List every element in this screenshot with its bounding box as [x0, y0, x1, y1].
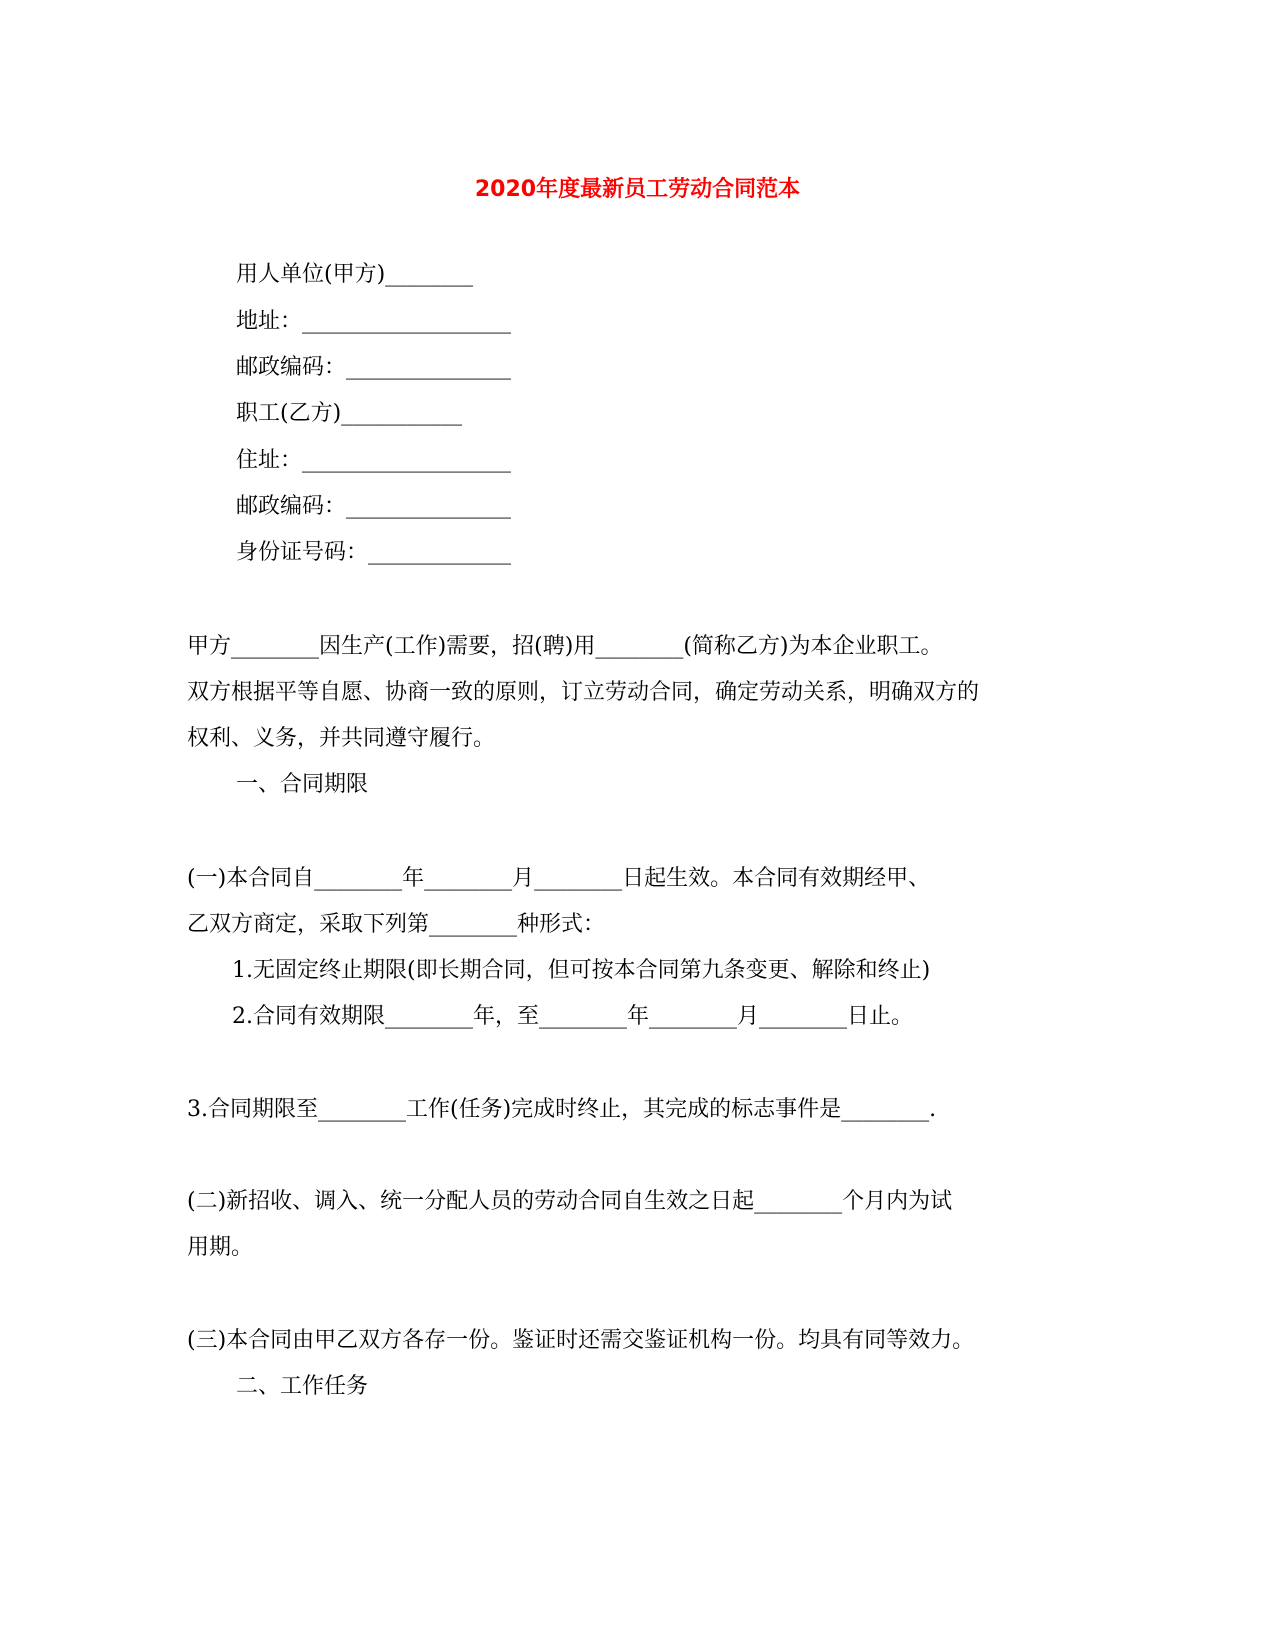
- field-employer-address: 地址：___________________: [236, 309, 512, 334]
- field-id-number: 身份证号码：_____________: [236, 540, 512, 565]
- document-title: 2020年度最新员工劳动合同范本: [474, 177, 801, 202]
- field-employee-address: 住址：___________________: [236, 448, 512, 473]
- clause-2-line-1: (二)新招收、调入、统一分配人员的劳动合同自生效之日起________个月内为试: [187, 1189, 953, 1214]
- clause-1-line-1: (一)本合同自________年________月________日起生效。本合同有效期经甲、: [187, 866, 931, 891]
- section-1-heading: 一、合同期限: [236, 772, 369, 797]
- term-option-3: 3.合同期限至________工作(任务)完成时终止，其完成的标志事件是________.: [187, 1097, 937, 1122]
- term-option-1: 1.无固定终止期限(即长期合同，但可按本合同第九条变更、解除和终止): [232, 958, 931, 983]
- field-employer: 用人单位(甲方)________: [236, 262, 474, 287]
- field-employer-postcode: 邮政编码：_______________: [236, 355, 512, 380]
- intro-line-3: 权利、义务，并共同遵守履行。: [187, 726, 496, 751]
- field-employee: 职工(乙方)___________: [236, 401, 463, 426]
- section-2-heading: 二、工作任务: [236, 1374, 369, 1399]
- field-employee-postcode: 邮政编码：_______________: [236, 494, 512, 519]
- intro-line-1: 甲方________因生产(工作)需要，招(聘)用________(简称乙方)为本企业职工。: [187, 634, 943, 659]
- clause-3: (三)本合同由甲乙双方各存一份。鉴证时还需交鉴证机构一份。均具有同等效力。: [187, 1328, 975, 1353]
- clause-2-line-2: 用期。: [187, 1235, 254, 1260]
- term-option-2: 2.合同有效期限________年，至________年________月________日止。: [232, 1004, 913, 1029]
- clause-1-line-2: 乙双方商定，采取下列第________种形式：: [187, 912, 606, 937]
- intro-line-2: 双方根据平等自愿、协商一致的原则，订立劳动合同，确定劳动关系，明确双方的: [187, 680, 980, 705]
